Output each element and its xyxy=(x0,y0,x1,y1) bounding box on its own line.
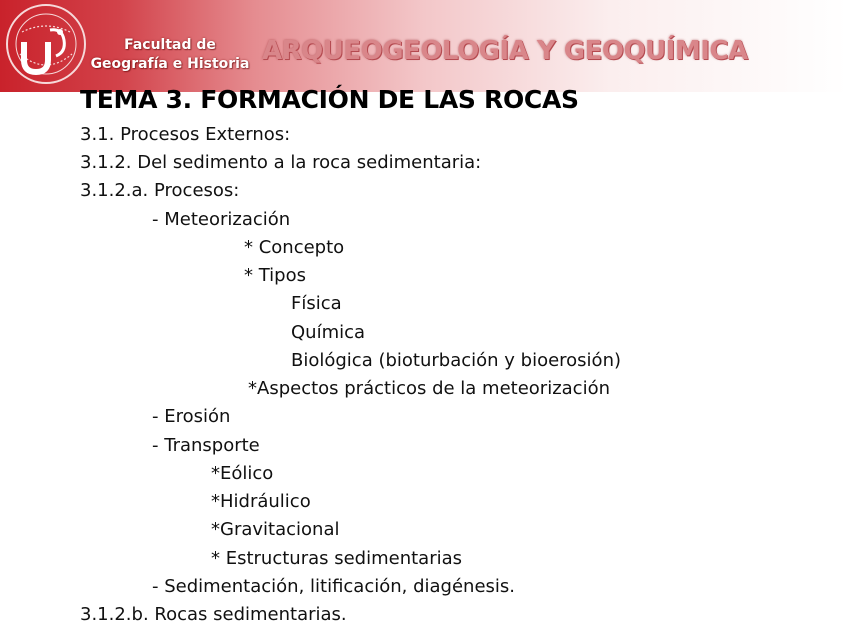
outline-item: *Eólico xyxy=(211,463,274,484)
outline-item: 3.1.2.a. Procesos: xyxy=(80,180,240,201)
faculty-line-2: Geografía e Historia xyxy=(90,56,250,72)
outline-item: *Hidráulico xyxy=(211,491,311,512)
outline-item: - Transporte xyxy=(152,435,260,456)
course-title: ARQUEOGEOLOGÍA Y GEOQUÍMICA xyxy=(262,36,748,66)
faculty-line-1: Facultad de xyxy=(124,37,216,53)
universidad-de-sevilla-seal-icon xyxy=(4,2,88,86)
outline-item: Biológica (bioturbación y bioerosión) xyxy=(291,350,622,371)
faculty-name xyxy=(90,36,250,74)
outline-item: * Tipos xyxy=(244,265,306,286)
outline-item: *Aspectos prácticos de la meteorización xyxy=(248,378,611,399)
outline-item: 3.1.2.b. Rocas sedimentarias. xyxy=(80,604,347,625)
slide-title: TEMA 3. FORMACIÓN DE LAS ROCAS xyxy=(80,85,579,114)
outline-item: Física xyxy=(291,293,342,314)
outline-item: - Erosión xyxy=(152,406,231,427)
outline-item: - Sedimentación, litificación, diagénesis. xyxy=(152,576,516,597)
outline-item: - Meteorización xyxy=(152,209,291,230)
slide-header xyxy=(0,0,848,92)
outline-item: 3.1. Procesos Externos: xyxy=(80,124,291,145)
outline-item: * Estructuras sedimentarias xyxy=(211,548,463,569)
outline-item: *Gravitacional xyxy=(211,519,340,540)
outline-item: * Concepto xyxy=(244,237,345,258)
outline-item: 3.1.2. Del sedimento a la roca sedimentaria: xyxy=(80,152,482,173)
outline-item: Química xyxy=(291,322,366,343)
